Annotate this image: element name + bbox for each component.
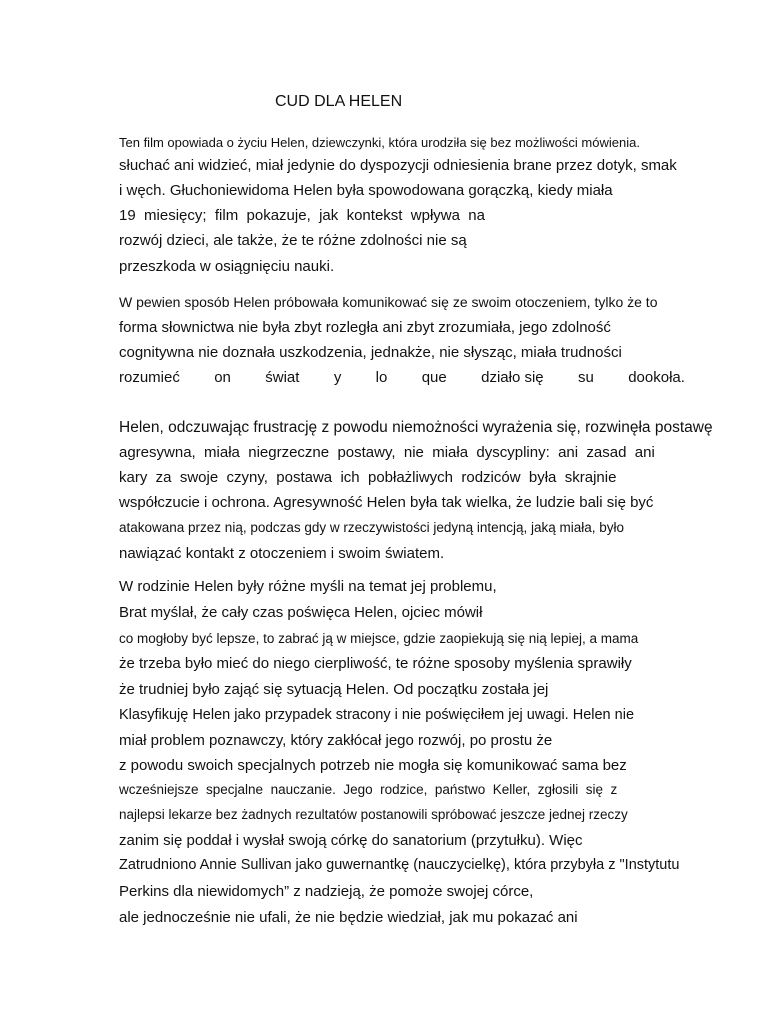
paragraph-1-line-1: Ten film opowiada o życiu Helen, dziewczynki, która urodziła się bez możliwości mówienia. bbox=[119, 135, 640, 150]
paragraph-4-line-10: najlepsi lekarze bez żadnych rezultatów postanowili spróbować jeszcze jednej rzeczy bbox=[119, 807, 628, 822]
paragraph-4-line-2: Brat myślał, że cały czas poświęca Helen, ojciec mówił bbox=[119, 604, 483, 621]
paragraph-2-line-3: cognitywna nie doznała uszkodzenia, jednakże, nie słysząc, miała trudności bbox=[119, 344, 622, 361]
word: on bbox=[214, 369, 231, 386]
document-title: CUD DLA HELEN bbox=[275, 93, 403, 110]
paragraph-2-line-4 bbox=[119, 369, 685, 386]
paragraph-4-line-1: W rodzinie Helen były różne myśli na temat jej problemu, bbox=[119, 578, 497, 595]
paragraph-4-line-13: Perkins dla niewidomych” z nadzieją, że pomoże swojej córce, bbox=[119, 883, 534, 900]
paragraph-4-line-12: Zatrudniono Annie Sullivan jako guwernantkę (nauczycielkę), która przybyła z "Instytutu bbox=[119, 857, 680, 873]
paragraph-4-line-8: z powodu swoich specjalnych potrzeb nie mogła się komunikować sama bez bbox=[119, 757, 627, 774]
paragraph-1-line-3: i węch. Głuchoniewidoma Helen była spowodowana gorączką, kiedy miała bbox=[119, 182, 613, 199]
paragraph-3-line-3: kary za swoje czyny, postawa ich pobłażliwych rodziców była skrajnie bbox=[119, 469, 617, 486]
paragraph-4-line-4: że trzeba było mieć do niego cierpliwość, te różne sposoby myślenia sprawiły bbox=[119, 655, 632, 672]
word: działo się bbox=[481, 369, 544, 386]
paragraph-4-line-6: Klasyfikuję Helen jako przypadek stracony i nie poświęciłem jej uwagi. Helen nie bbox=[119, 707, 635, 723]
paragraph-3-line-6: nawiązać kontakt z otoczeniem i swoim światem. bbox=[119, 545, 445, 562]
paragraph-3-line-2: agresywna, miała niegrzeczne postawy, nie miała dyscypliny: ani zasad ani bbox=[119, 444, 655, 461]
word: y bbox=[333, 369, 342, 386]
word: que bbox=[421, 369, 447, 386]
paragraph-1-line-2: słuchać ani widzieć, miał jedynie do dyspozycji odniesienia brane przez dotyk, smak bbox=[119, 157, 677, 174]
paragraph-2-line-2: forma słownictwa nie była zbyt rozległa ani zbyt zrozumiała, jego zdolność bbox=[119, 319, 611, 336]
word: rozumieć bbox=[119, 369, 180, 386]
paragraph-4-line-7: miał problem poznawczy, który zakłócał jego rozwój, po prostu że bbox=[119, 732, 553, 749]
paragraph-4-line-3: co mogłoby być lepsze, to zabrać ją w miejsce, gdzie zaopiekują się nią lepiej, a mama bbox=[119, 631, 639, 646]
word: su bbox=[578, 369, 594, 386]
word: lo bbox=[375, 369, 388, 386]
paragraph-4-line-5: że trudniej było zająć się sytuacją Helen. Od początku została jej bbox=[119, 681, 549, 698]
word: świat bbox=[265, 369, 300, 386]
paragraph-4-line-9: wcześniejsze specjalne nauczanie. Jego rodzice, państwo Keller, zgłosili się z bbox=[119, 782, 618, 797]
paragraph-1-line-4: 19 miesięcy; film pokazuje, jak kontekst wpływa na bbox=[119, 207, 485, 224]
paragraph-3-line-1: Helen, odczuwając frustrację z powodu niemożności wyrażenia się, rozwinęła postawę bbox=[119, 419, 713, 436]
paragraph-2-line-1: W pewien sposób Helen próbowała komunikować się ze swoim otoczeniem, tylko że to bbox=[119, 294, 658, 310]
paragraph-4-line-11: zanim się poddał i wysłał swoją córkę do sanatorium (przytułku). Więc bbox=[119, 832, 583, 849]
paragraph-1-line-6: przeszkoda w osiągnięciu nauki. bbox=[119, 258, 335, 275]
word: dookoła. bbox=[628, 369, 685, 386]
paragraph-3-line-4: współczucie i ochrona. Agresywność Helen była tak wielka, że ludzie bali się być bbox=[119, 494, 654, 511]
paragraph-1-line-5: rozwój dzieci, ale także, że te różne zdolności nie są bbox=[119, 232, 467, 249]
paragraph-3-line-5: atakowana przez nią, podczas gdy w rzeczywistości jedyną intencją, jaką miała, było bbox=[119, 520, 624, 535]
paragraph-4-line-14: ale jednocześnie nie ufali, że nie będzie wiedział, jak mu pokazać ani bbox=[119, 909, 578, 926]
